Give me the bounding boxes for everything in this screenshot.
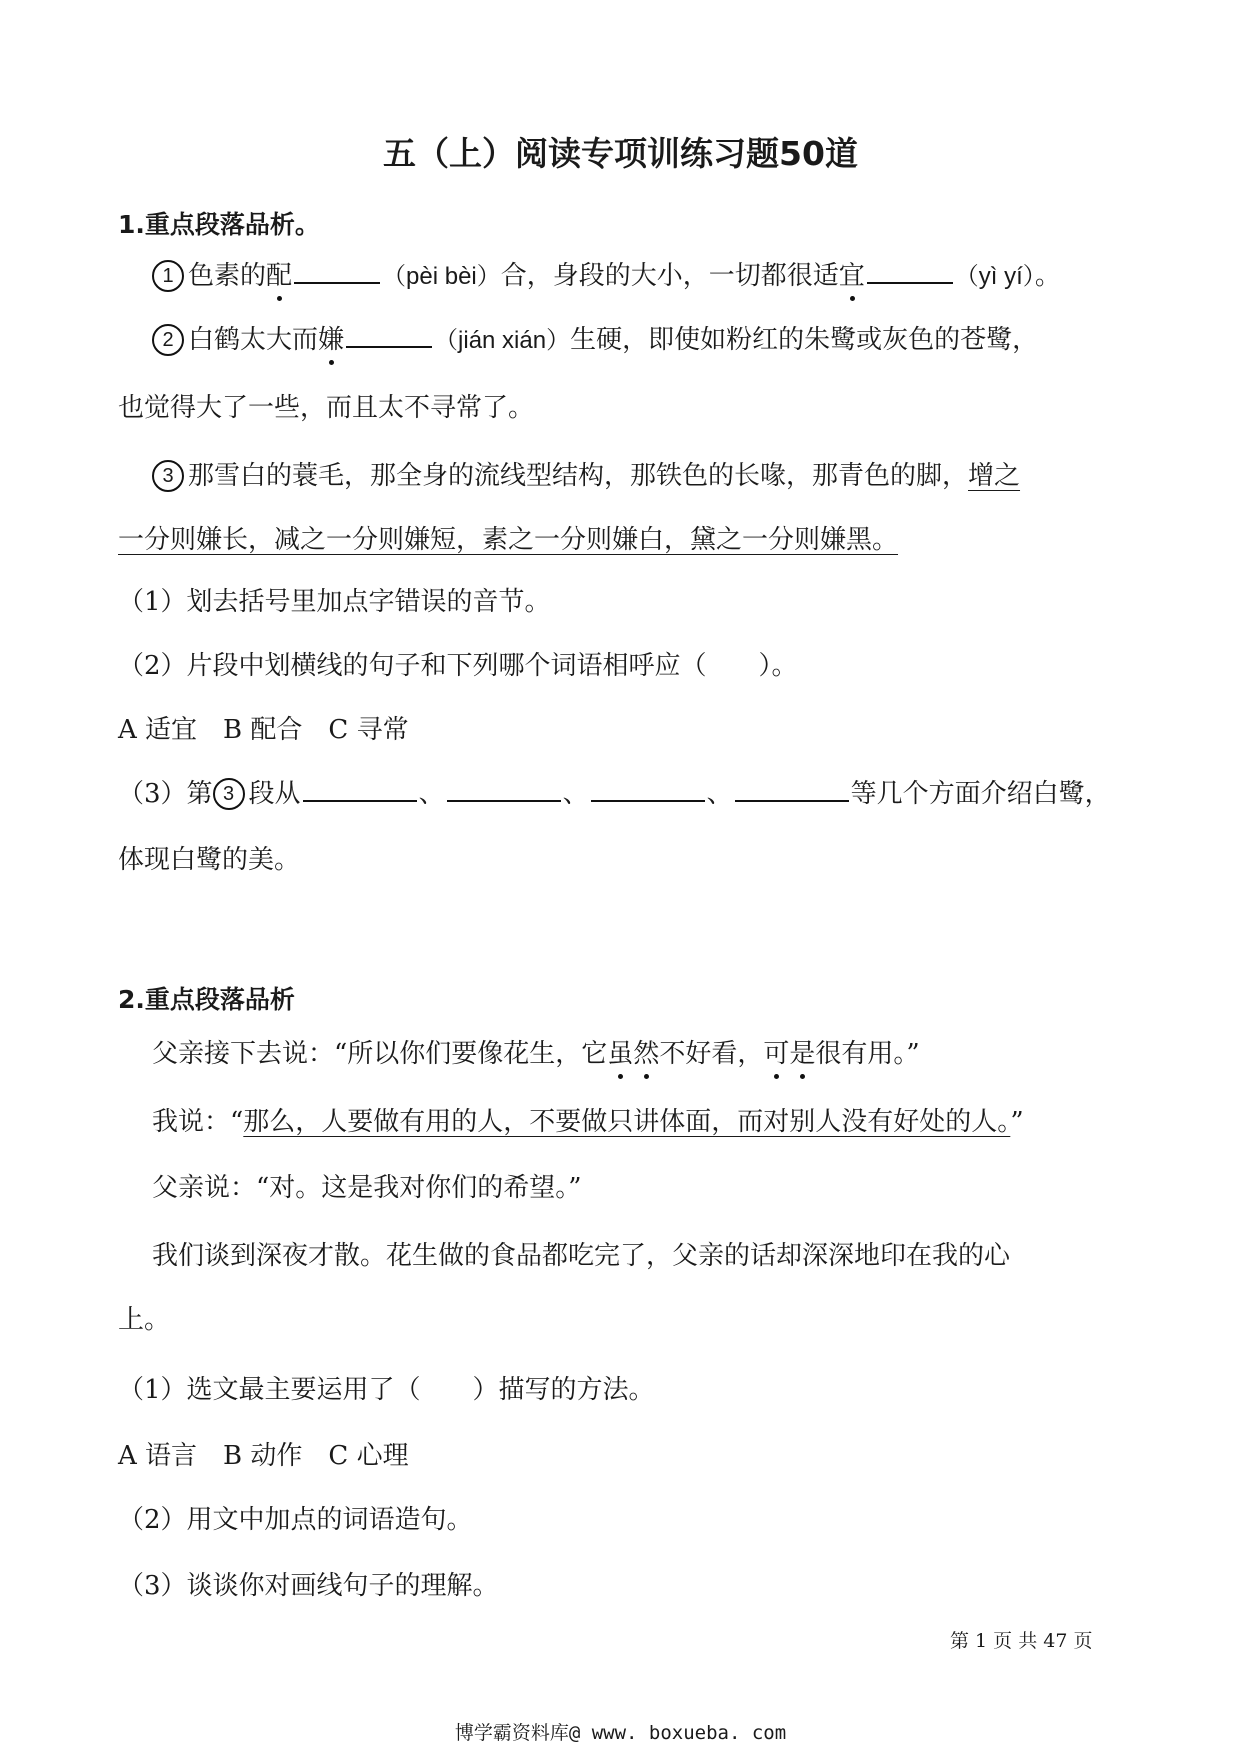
- dotted-char: 可: [763, 1036, 789, 1072]
- s1-paragraph-3: 3 那雪白的蓑毛，那全身的流线型结构，那铁色的长喙，那青色的脚，增之: [152, 458, 1020, 494]
- answer-blank[interactable]: [346, 322, 432, 348]
- answer-blank[interactable]: [303, 776, 417, 802]
- circled-number: 3: [213, 778, 245, 810]
- circled-number: 2: [152, 324, 184, 356]
- s2-question-1-options: [118, 1438, 435, 1474]
- s1-question-1: （1）划去括号里加点字错误的音节。: [118, 587, 551, 617]
- dotted-char: 嫌: [318, 322, 344, 358]
- s2-paragraph-3: 父亲说：“对。这是我对你们的希望。”: [152, 1173, 582, 1203]
- option-a[interactable]: A 适宜: [118, 715, 198, 745]
- underlined-sentence: 增之: [968, 461, 1021, 491]
- circled-number: 3: [152, 460, 184, 492]
- option-a[interactable]: A 语言: [118, 1441, 198, 1471]
- option-b[interactable]: B 动作: [223, 1441, 303, 1471]
- dotted-char: 虽: [607, 1036, 633, 1072]
- dotted-char: 是: [789, 1036, 815, 1072]
- s2-question-1: （1）选文最主要运用了（ ）描写的方法。: [118, 1375, 655, 1405]
- dotted-char: 配: [266, 258, 292, 294]
- option-c[interactable]: C 寻常: [328, 715, 409, 745]
- s2-question-2: （2）用文中加点的词语造句。: [118, 1505, 473, 1535]
- s1-question-3: （3）第 3 段从 、 、 、 等几个方面介绍白鹭，: [118, 776, 1111, 812]
- dotted-char: 宜: [839, 258, 865, 294]
- answer-blank[interactable]: [447, 776, 561, 802]
- s2-paragraph-1: 父亲接下去说：“所以你们要像花生，它虽然不好看，可是很有用。”: [152, 1036, 920, 1072]
- s1-question-2-options: [118, 712, 435, 748]
- section2-heading: 2.重点段落品析: [118, 985, 295, 1014]
- option-b[interactable]: B 配合: [223, 715, 303, 745]
- section1-heading: 1.重点段落品析。: [118, 210, 320, 239]
- s1-paragraph-2-cont: 也觉得大了一些，而且太不寻常了。: [118, 393, 535, 423]
- s1-question-3-cont: 体现白鹭的美。: [118, 845, 301, 875]
- s1-paragraph-3-cont: [118, 522, 898, 558]
- s1-paragraph-1: 1 色素的配 （pèi bèi）合，身段的大小，一切都很适宜 （yì yí）。: [152, 258, 1061, 295]
- underlined-sentence: 那么，人要做有用的人，不要做只讲体面，而对别人没有好处的人。: [243, 1107, 1011, 1137]
- answer-blank[interactable]: [591, 776, 705, 802]
- s1-question-2: （2）片段中划横线的句子和下列哪个词语相呼应（ ）。: [118, 651, 798, 681]
- s2-paragraph-4-cont: 上。: [118, 1305, 171, 1335]
- s2-paragraph-2: 我说：“那么，人要做有用的人，不要做只讲体面，而对别人没有好处的人。”: [152, 1107, 1024, 1137]
- page-title: 五（上）阅读专项训练习题50道: [383, 134, 858, 173]
- answer-blank[interactable]: [735, 776, 849, 802]
- dotted-char: 然: [633, 1036, 659, 1072]
- page-number: 第 1 页 共 47 页: [950, 1630, 1093, 1652]
- s2-paragraph-4: 我们谈到深夜才散。花生做的食品都吃完了，父亲的话却深深地印在我的心: [152, 1241, 1011, 1271]
- underlined-sentence: 一分则嫌长，减之一分则嫌短，素之一分则嫌白，黛之一分则嫌黑。: [118, 525, 899, 555]
- footer-watermark: 博学霸资料库@ www. boxueba. com: [454, 1722, 787, 1744]
- answer-blank[interactable]: [294, 258, 380, 284]
- circled-number: 1: [152, 260, 184, 292]
- s2-question-3: （3）谈谈你对画线句子的理解。: [118, 1571, 499, 1601]
- s1-paragraph-2: 2 白鹤太大而嫌 （jián xián）生硬，即使如粉红的朱鹭或灰色的苍鹭，: [152, 322, 1038, 359]
- answer-blank[interactable]: [867, 258, 953, 284]
- option-c[interactable]: C 心理: [328, 1441, 409, 1471]
